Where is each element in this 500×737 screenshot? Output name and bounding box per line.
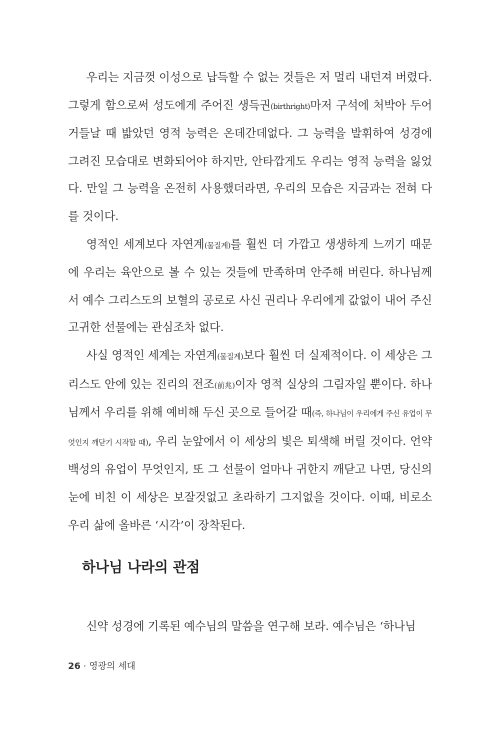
body-text xyxy=(68,64,432,539)
paragraph-3-note-a: (물질계) xyxy=(217,351,244,361)
section-heading: 하나님 나라의 관점 xyxy=(82,560,200,576)
book-title: 영광의 세대 xyxy=(89,662,136,672)
paragraph-3 xyxy=(68,342,432,539)
paragraph-3-text-c: 이자 영적 실상의 그림자일 뿐이다. 하나님께서 우리를 위해 예비해 두신 곳으로 들어갈 때 xyxy=(68,376,432,420)
paragraph-3-text-a: 사실 영적인 세계는 자연계 xyxy=(86,347,218,362)
paragraph-2 xyxy=(68,231,432,342)
paragraph-1 xyxy=(68,64,432,231)
paragraph-3-note-c: (즉, 하나님이 우리에게 주신 유업이 무엇인지 깨닫기 시작할 때) xyxy=(68,409,432,447)
paragraph-1-text-b: 마저 구석에 처박아 두어 거들날 때 밟았던 영적 능력은 온데간데없다. 그 능력을 발휘하여 성경에 그려진 모습대로 변화되어야 하지만, 안타깝게도 우리는 영적 능력을 잃었다. 만일 그 능력을 온전히 사용했더라면, 우리의 모습은 지금과는 전혀 다를 것이다. xyxy=(68,97,432,223)
page-footer xyxy=(68,659,135,672)
footer-separator: · xyxy=(80,662,90,672)
paragraph-2-text-a: 영적인 세계보다 자연계 xyxy=(86,236,205,251)
paragraph-2-text-b: 를 훨씬 더 가깝고 생생하게 느끼기 때문에 우리는 육안으로 볼 수 있는 것들에 만족하며 안주해 버린다. 하나님께서 예수 그리스도의 보혈의 공로로 사신 권리나 우리에게 값없이 내어 주신 고귀한 선물에는 관심조차 없다. xyxy=(68,236,432,335)
paragraph-2-note: (물질계) xyxy=(204,240,231,250)
page-number: 26 xyxy=(68,662,81,672)
paragraph-3-text-b: 보다 훨씬 더 실제적이다. 이 세상은 그리스도 안에 있는 진리의 전조 xyxy=(68,347,432,391)
paragraph-4: 신약 성경에 기록된 예수님의 말씀을 연구해 보라. 예수님은 ‘하나님 xyxy=(86,619,416,633)
paragraph-3-text-d: , 우리 눈앞에서 이 세상의 빛은 퇴색해 버릴 것이다. 언약 백성의 유업이 무엇인지, 또 그 선물이 얼마나 귀한지 깨닫고 나면, 당신의 눈에 비친 이 세상은 보잘것없고 초라하기 그지없을 것이다. 이때, 비로소 우리 삶에 올바른 ‘시각’이 장착된다. xyxy=(68,433,432,532)
paragraph-1-note: (birthright) xyxy=(270,101,311,111)
paragraph-3-note-b: (前兆) xyxy=(214,380,235,390)
paragraph-1-text-a: 우리는 지금껏 이성으로 납득할 수 없는 것들은 저 멀리 내던져 버렸다. 그렇게 함으로써 성도에게 주어진 생득권 xyxy=(68,70,432,112)
